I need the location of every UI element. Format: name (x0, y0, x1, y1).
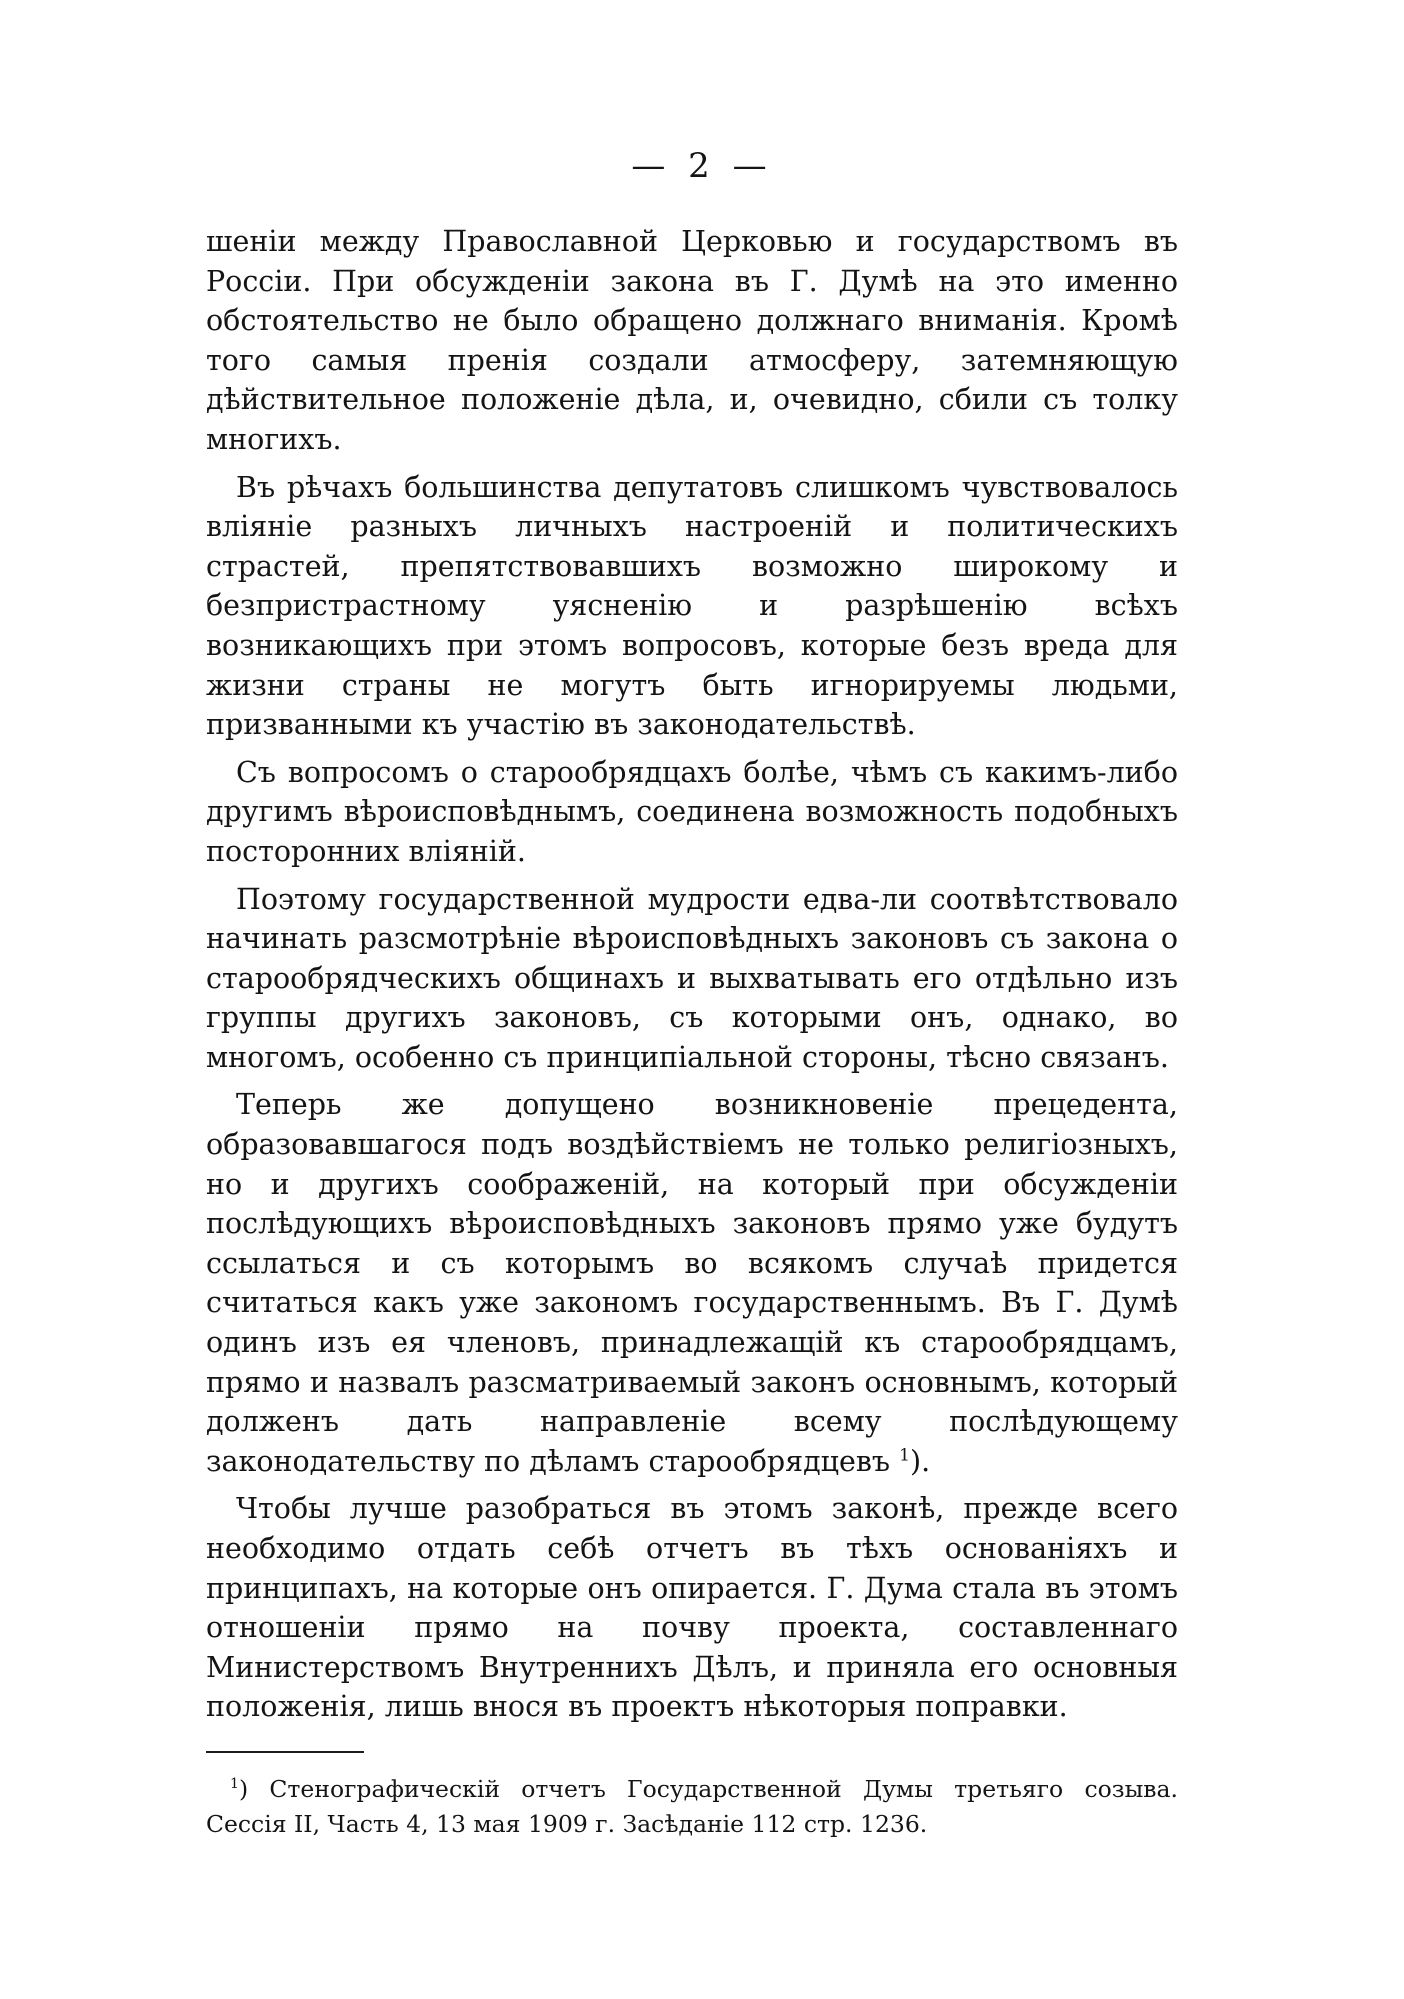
paragraph-5-tail: ). (910, 1444, 931, 1478)
footnote-divider (206, 1751, 364, 1753)
footnote-marker: 1 (230, 1776, 239, 1793)
page-number: — 2 — (631, 146, 773, 186)
footnote (206, 1772, 1178, 1842)
paragraph-3: Съ вопросомъ о старообрядцахъ болѣе, чѣмъ съ какимъ-либо другимъ вѣроисповѣднымъ, соединена возможность подобныхъ посторонних вліяній. (206, 755, 1178, 868)
paragraph-5-text: Теперь же допущено возникновеніе прецедента, образовавшагося подъ воздѣйствіемъ не только религіозныхъ, но и другихъ соображеній, на который при обсужденіи послѣдующихъ вѣроисповѣдныхъ законовъ прямо уже будутъ ссылаться и съ которымъ во всякомъ случаѣ придется считаться какъ уже закономъ государственнымъ. Въ Г. Думѣ одинъ изъ ея членовъ, принадлежащій къ старообрядцамъ, прямо и назвалъ разсматриваемый законъ основнымъ, который долженъ дать направленіе всему послѣдующему законодательству по дѣламъ старообрядцевъ (206, 1088, 1178, 1478)
paragraph-1: шеніи между Православной Церковью и государствомъ въ Россіи. При обсужденіи закона въ Г. Думѣ на это именно обстоятельство не было обращено должнаго вниманія. Кромѣ того самыя пренія создали атмосферу, затемняющую дѣйствительное положеніе дѣла, и, очевидно, сбили съ толку многихъ. (206, 225, 1178, 456)
paragraph-5 (206, 1085, 1178, 1481)
paragraph-4: Поэтому государственной мудрости едва-ли соотвѣтствовало начинать разсмотрѣніе вѣроисповѣдныхъ законовъ съ закона о старообрядческихъ общинахъ и выхватывать его отдѣльно изъ группы другихъ законовъ, съ которыми онъ, однако, во многомъ, особенно съ принципіальной стороны, тѣсно связанъ. (206, 882, 1178, 1074)
footnote-text: ) Стенографическій отчетъ Государственной Думы третьяго созыва. Сессія II, Часть 4, 13 мая 1909 г. Засѣданіе 112 стр. 1236. (206, 1775, 1178, 1838)
paragraph-2: Въ рѣчахъ большинства депутатовъ слишкомъ чувствовалось вліяніе разныхъ личныхъ настроеній и политическихъ страстей, препятствовавшихъ возможно широкому и безпристрастному уясненію и разрѣшенію всѣхъ возникающихъ при этомъ вопросовъ, которые безъ вреда для жизни страны не могутъ быть игнорируемы людьми, призванными къ участію въ законодательствѣ. (206, 470, 1178, 742)
footnote-reference: 1 (899, 1445, 910, 1466)
body-text (206, 222, 1178, 1735)
paragraph-6: Чтобы лучше разобраться въ этомъ законѣ, прежде всего необходимо отдать себѣ отчетъ въ тѣхъ основаніяхъ и принципахъ, на которые онъ опирается. Г. Дума стала въ этомъ отношеніи прямо на почву проекта, составленнаго Министерствомъ Внутреннихъ Дѣлъ, и приняла его основныя положенія, лишь внося въ проектъ нѣкоторыя поправки. (206, 1492, 1178, 1724)
